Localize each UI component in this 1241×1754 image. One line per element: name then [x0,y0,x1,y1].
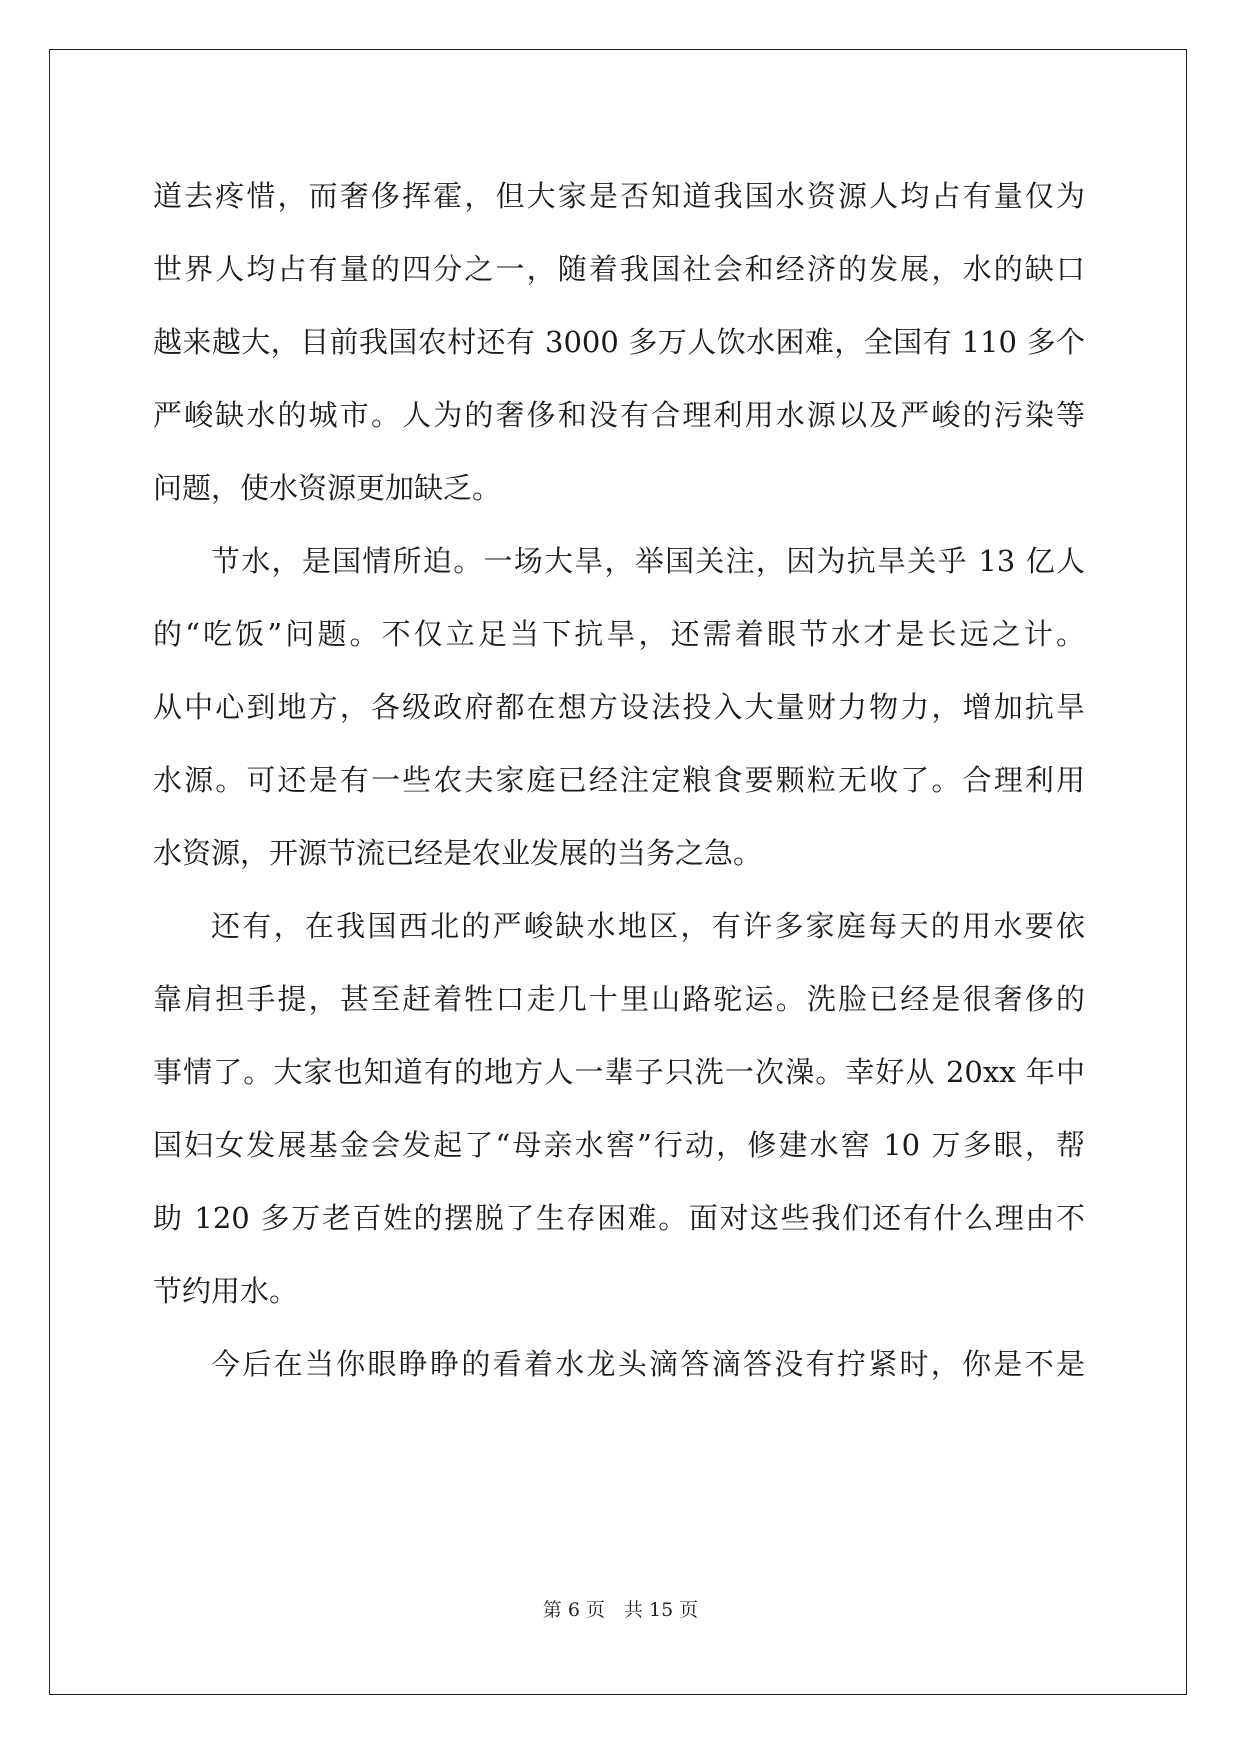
page-number-footer: 第 6 页 共 15 页 [542,1599,699,1621]
text-line: 事情了。大家也知道有的地方人一辈子只洗一次澡。幸好从 20xx 年中 [153,1055,1085,1089]
text-line: 世界人均占有量的四分之一，随着我国社会和经济的发展，水的缺口 [153,252,1085,286]
text-line: 水资源，开源节流已经是农业发展的当务之急。 [153,836,763,870]
text-line: 节水，是国情所迫。一场大旱，举国关注，因为抗旱关乎 13 亿人 [211,544,1085,578]
text-line: 问题，使水资源更加缺乏。 [153,471,502,505]
text-line: 从中心到地方，各级政府都在想方设法投入大量财力物力，增加抗旱 [153,690,1085,724]
text-line: 节约用水。 [153,1274,299,1308]
text-line: 越来越大，目前我国农村还有 3000 多万人饮水困难，全国有 110 多个 [153,325,1085,359]
document-body [153,160,1085,1401]
text-line: 助 120 多万老百姓的摆脱了生存困难。面对这些我们还有什么理由不 [153,1201,1085,1235]
text-line: 水源。可还是有一些农夫家庭已经注定粮食要颗粒无收了。合理利用 [153,763,1085,797]
text-line: 还有，在我国西北的严峻缺水地区，有许多家庭每天的用水要依 [211,909,1085,943]
text-line: 国妇女发展基金会发起了“母亲水窖”行动，修建水窖 10 万多眼，帮 [153,1128,1085,1162]
text-line: 的“吃饭”问题。不仅立足当下抗旱，还需着眼节水才是长远之计。 [153,617,1085,651]
text-line: 今后在当你眼睁睁的看着水龙头滴答滴答没有拧紧时，你是不是 [211,1347,1085,1381]
text-line: 严峻缺水的城市。人为的奢侈和没有合理利用水源以及严峻的污染等 [153,398,1085,432]
text-line: 道去疼惜，而奢侈挥霍，但大家是否知道我国水资源人均占有量仅为 [153,179,1085,213]
text-line: 靠肩担手提，甚至赶着牲口走几十里山路驼运。洗脸已经是很奢侈的 [153,982,1085,1016]
